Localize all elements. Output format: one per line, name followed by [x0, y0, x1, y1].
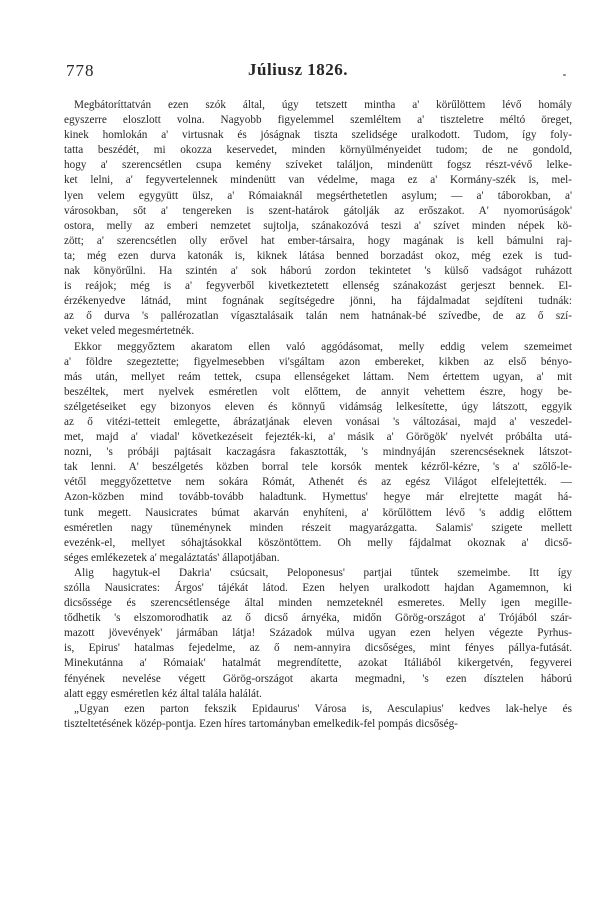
- text-line: met, majd a' viadal' következéseit fejezték-ki, a' másik a' Görögök' nyelvét próbálta utá-: [64, 431, 572, 444]
- text-line: vétől meggyőzettetve nem sokára Rómát, Athenét és az egész Világot elfelejtették. —: [64, 476, 572, 489]
- text-line: szélgetéseiket egy bizonyos eleven és könnyű vidámság lelkesítette, úgy látszott, eggyik: [64, 400, 572, 413]
- text-line: alatt eggy esméretlen kéz által talála halálát.: [64, 687, 262, 700]
- text-line: tunk megett. Nausicrates búmat akarván enyhíteni, a' körűlöttem lévő 's addig előttem: [64, 506, 572, 519]
- running-title: Júliusz 1826.: [248, 60, 349, 79]
- text-line: „Ugyan ezen parton fekszik Epidaurus' Városa is, Aesculapius' kedves lak-helye és: [74, 702, 572, 715]
- paragraph: [64, 98, 572, 340]
- text-line: ostora, melly az emberi nemzetet sujtolja, szánakozóvá teszi a' szívet minden népek kö-: [64, 219, 572, 232]
- text-line: tiszteltetésének közép-pontja. Ezen híres tartományban emelkedik-fel pompás dicsőség-: [64, 717, 458, 730]
- text-line: városokban, sőt a' tengereken is szent-határok gátolják az erőszakot. A' nyomorúságok': [64, 204, 572, 217]
- text-line: evezénk-el, mellyet sóhajtásokkal köszöntöttem. Oh melly fájdalmat okoznak a' dicső-: [64, 536, 572, 549]
- text-line: Minekutánna a' Rómaiak' hatalmát megrendítette, azokat Itáliából kikergetvén, fegyverei: [64, 657, 572, 670]
- text-line: más után, mellyet reám tettek, csupa ellenségeket láttam. Nem értettem ugyan, a' mit: [64, 370, 572, 383]
- text-line: beszéltek, mert nyelvek esméretlen volt előttem, de annyit vehettem észre, hogy be-: [64, 385, 572, 398]
- text-line: hogy a' szerencsétlen csupa kemény szíveket találjon, mindenütt fogsz részt-vévő lelke-: [64, 159, 572, 172]
- text-line: kinek homlokán a' virtusnak és jóságnak tiszta szelidsége uralkodott. Tudom, így foly-: [64, 129, 572, 142]
- text-line: fényének nevelése végett Görög-országot akarta megmadni, 's ezen dísztelen háború: [64, 672, 572, 685]
- text-line: az ő durva 's pallérozatlan vígasztalásaik talán nem hatnának-bé szívedbe, de az ő szí-: [64, 310, 572, 323]
- paragraph: [64, 340, 572, 566]
- paper-speck: [563, 74, 566, 76]
- text-line: ket lelni, a' fegyvertelennek mindenütt van védelme, maga ez a' Kormány-szék is, mel-: [64, 174, 572, 187]
- text-line: zött; a' szerencsétlen olly erővel hat ember-társaira, hogy magának is kell bámulni raj-: [64, 234, 572, 247]
- text-line: Ekkor meggyőztem akaratom ellen való aggódásomat, melly eddig velem szemeimet: [74, 340, 572, 353]
- text-line: séges emlékezetek a' megaláztatás' állapotjában.: [64, 551, 280, 564]
- text-line: Azon-közben mind tovább-tovább haladtunk. Hymettus' hegye már elrejtette magát há-: [64, 491, 572, 504]
- text-line: tődhetik 's elszomorodhatik az ő dicső árnyéka, midőn Görög-országot a' Trójából szár-: [64, 612, 572, 625]
- paragraph: [64, 702, 572, 732]
- page-number: 778: [66, 61, 95, 80]
- text-line: egyszerre eloszlott volna. Nagyobb figyelemmel szemléltem a' tiszteletre méltó öreget,: [64, 114, 572, 127]
- text-line: nozni, 's próbáji pajtásait kaczagásra fakasztották, 's mindnyáján szerencséseknek látszot-: [64, 446, 572, 459]
- text-line: érzékenyedve látnád, mint fognának segítségedre jönni, ha fájdalmadat sejdíteni tudnák:: [64, 295, 572, 308]
- text-line: veket veled megesmértetnék.: [64, 325, 195, 338]
- text-line: Alig hagytuk-el Dakria' csúcsait, Peloponesus' partjai tűntek szemeimbe. Itt így: [74, 566, 572, 579]
- text-line: szólla Nausicrates: Árgos' tájékát látod. Ezen helyen uralkodott hajdan Agamemnon, ki: [64, 582, 572, 594]
- text-line: is, Epirus' hatalmas fejedelme, az ő nem-annyira dicsőséges, mint fényes pállya-futását.: [64, 642, 572, 655]
- text-line: is reájok; még is a' fegyverből kivetkeztetett ellenség szánakozást gerjeszt bennek. El-: [64, 280, 572, 293]
- text-line: nak könyörűlni. Ha szintén a' sok háború zordon tekintetet 's külső vadságot ruházott: [64, 265, 572, 278]
- text-line: Megbátoríttatván ezen szók által, úgy tetszett mintha a' körűlöttem lévő homály: [74, 99, 572, 111]
- text-line: tatta beszédét, mi okozza keservedet, minden környülményeidet tudom; de ne gondold,: [64, 144, 572, 157]
- text-line: esméretlen nagy tüneménynek minden részeit magyarázgatta. Salamis' szigete mellett: [64, 521, 572, 534]
- text-line: az ő vitézi-tetteit emlegette, ábrázatjának eleven vonásai 's változásai, majd a' veszedel-: [64, 415, 572, 428]
- text-line: mazott jövevények' jármában látja! Századok múlva ugyan ezen helyen végezte Pyrhus-: [64, 627, 572, 640]
- text-line: ta; még ezen durva katonák is, kiknek látása benned borzadást okoz, még ezek is tud-: [64, 249, 572, 262]
- text-line: a' földre szegeztette; figyelmesebben vi'sgáltam azon embereket, kikben az első bényo-: [64, 355, 572, 368]
- text-line: tak lenni. A' beszélgetés közben borral tele korsók mentek kézről-kézre, 's a' szőlő-le-: [64, 461, 572, 474]
- body-text: [64, 98, 572, 732]
- paragraph: [64, 566, 572, 702]
- text-line: lyen velem egygyütt ülsz, a' Rómaiaknál megsérthetetlen asylum; — a' táborokban, a': [64, 189, 572, 202]
- text-line: dicsőssége és szerencsétlensége által minden nemzeteknél esmeretes. Melly igen megille-: [64, 597, 572, 610]
